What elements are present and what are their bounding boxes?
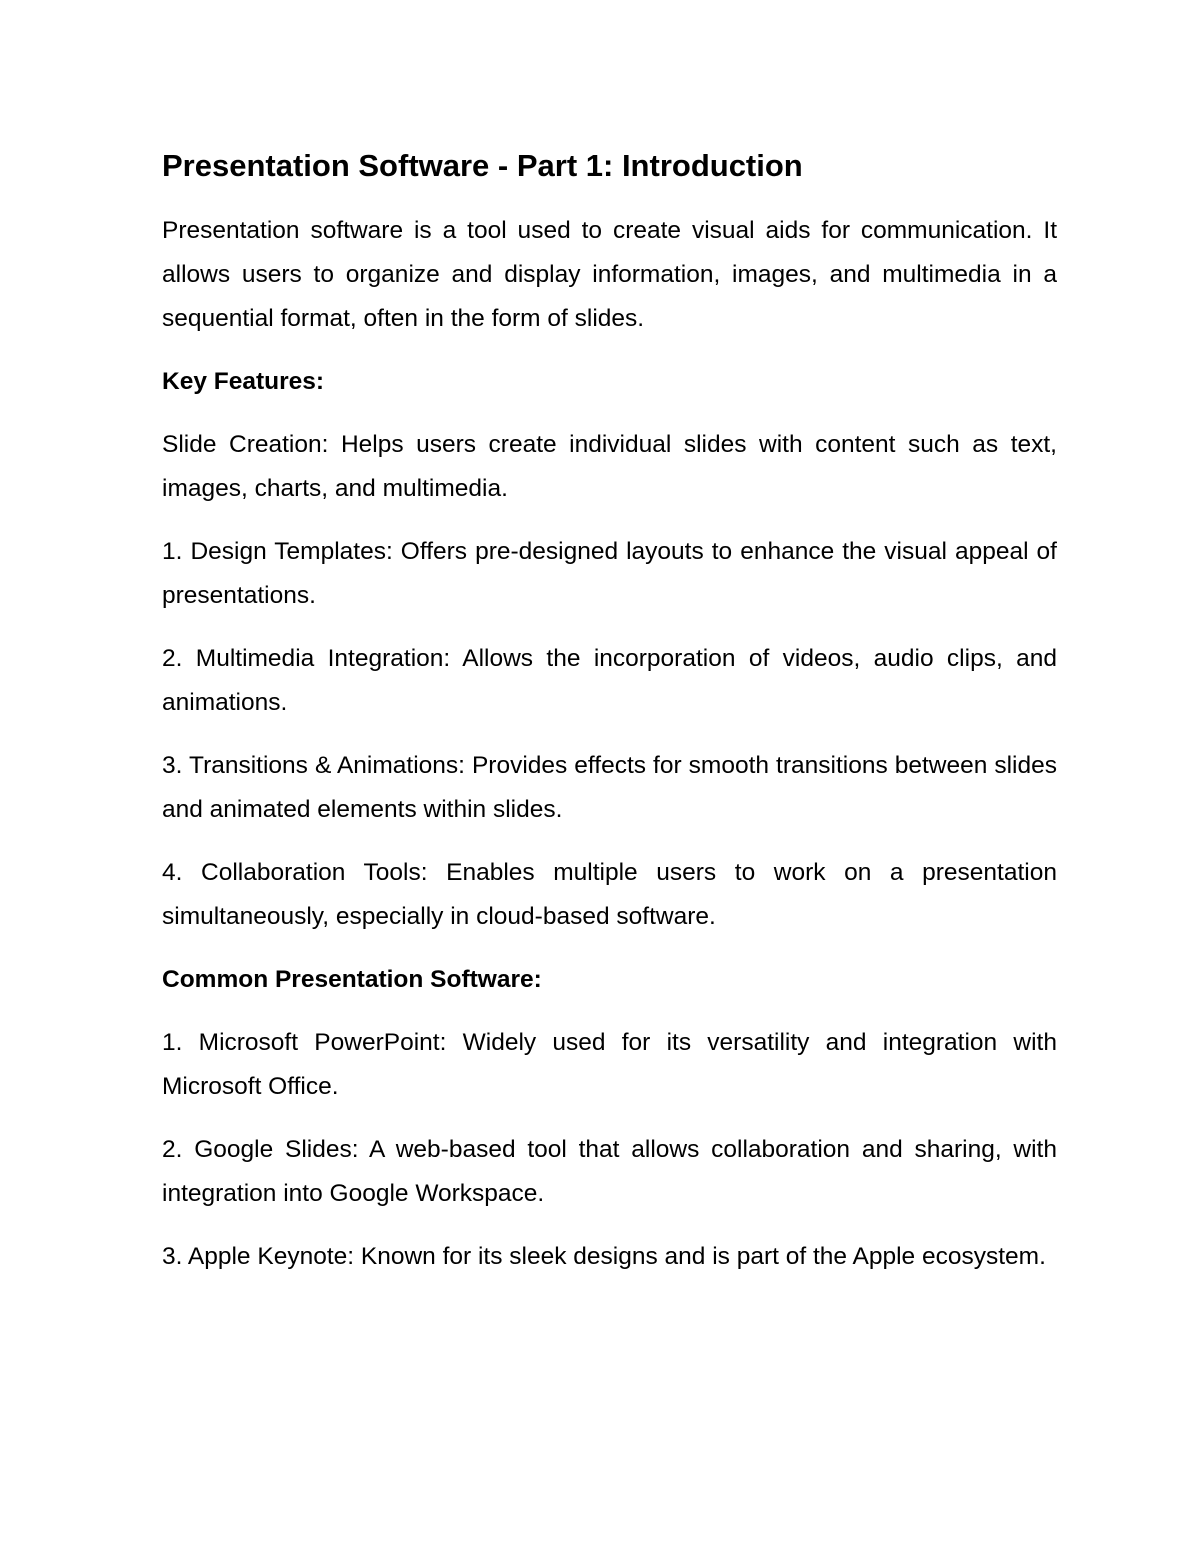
feature-item-collaboration-tools: 4. Collaboration Tools: Enables multiple users to work on a presentation simultaneously, especially in cloud-based software. [162,859,1057,930]
feature-item-multimedia-integration: 2. Multimedia Integration: Allows the incorporation of videos, audio clips, and animations. [162,645,1057,716]
key-features-heading: Key Features: [162,368,325,395]
document-title: Presentation Software - Part 1: Introduction [162,148,803,183]
feature-item-transitions-animations: 3. Transitions & Animations: Provides effects for smooth transitions between slides and animated elements within slides. [162,752,1057,823]
feature-item-design-templates: 1. Design Templates: Offers pre-designed layouts to enhance the visual appeal of presentations. [162,538,1057,609]
software-item-apple-keynote: 3. Apple Keynote: Known for its sleek designs and is part of the Apple ecosystem. [162,1243,1046,1270]
common-software-heading: Common Presentation Software: [162,966,542,993]
software-item-powerpoint: 1. Microsoft PowerPoint: Widely used for its versatility and integration with Microsoft Office. [162,1029,1057,1100]
document-page [162,140,1057,1298]
software-item-google-slides: 2. Google Slides: A web-based tool that allows collaboration and sharing, with integration into Google Workspace. [162,1136,1057,1207]
slide-creation-paragraph: Slide Creation: Helps users create individual slides with content such as text, images, charts, and multimedia. [162,431,1057,502]
intro-paragraph: Presentation software is a tool used to create visual aids for communication. It allows users to organize and display information, images, and multimedia in a sequential format, often in the form of slides. [162,217,1057,332]
